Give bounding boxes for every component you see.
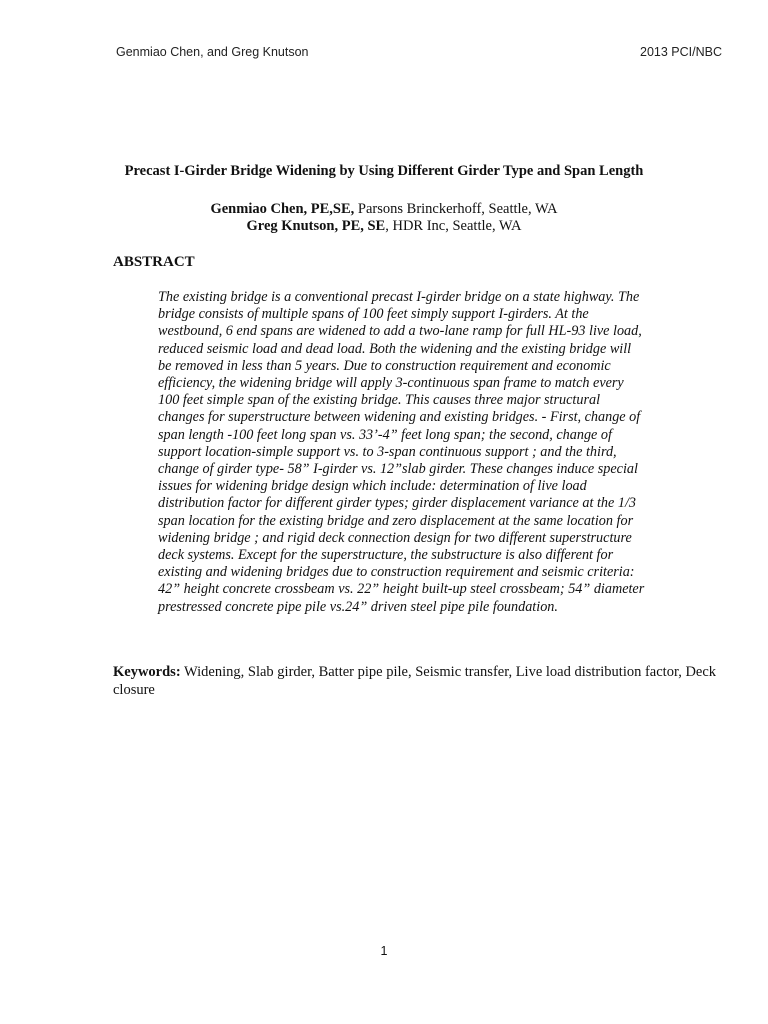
abstract-line: efficiency, the widening bridge will apply 3-continuous span frame to match every: [158, 375, 624, 392]
abstract-line: prestressed concrete pipe pile vs.24” driven steel pipe pile foundation.: [158, 598, 558, 615]
author-affiliation: , HDR Inc, Seattle, WA: [385, 218, 522, 234]
running-header-authors: Genmiao Chen, and Greg Knutson: [116, 45, 309, 59]
abstract-line: bridge consists of multiple spans of 100 feet simply support I-girders. At the: [158, 306, 589, 323]
abstract-line: span length -100 feet long span vs. 33’-4” feet long span; the second, change of: [158, 426, 612, 443]
abstract-line: widening bridge ; and rigid deck connection design for two different superstructure: [158, 529, 632, 546]
abstract-line: distribution factor for different girder types; girder displacement variance at the 1/3: [158, 495, 636, 512]
abstract-line: existing and widening bridges due to construction requirement and seismic criteria:: [158, 564, 635, 581]
abstract-line: support location-simple support vs. to 3-span continuous support ; and the third,: [158, 443, 617, 460]
author-line-2: [0, 218, 768, 235]
keywords-label: Keywords:: [113, 664, 181, 680]
author-affiliation: Parsons Brinckerhoff, Seattle, WA: [354, 201, 558, 217]
abstract-line: westbound, 6 end spans are widened to add a two-lane ramp for full HL-93 live load,: [158, 323, 642, 340]
abstract-line: The existing bridge is a conventional precast I-girder bridge on a state highway. The: [158, 289, 640, 305]
keywords-paragraph: [113, 664, 723, 699]
abstract-heading: ABSTRACT: [113, 254, 195, 270]
abstract-line: deck systems. Except for the superstructure, the substructure is also different for: [158, 547, 614, 564]
paper-title: Precast I-Girder Bridge Widening by Using Different Girder Type and Span Length: [124, 163, 644, 179]
abstract-line: changes for superstructure between widening and existing bridges. - First, change of: [158, 409, 641, 426]
abstract-line: 42” height concrete crossbeam vs. 22” height built-up steel crossbeam; 54” diameter: [158, 581, 645, 598]
author-line-1: [0, 201, 768, 218]
keywords-text: Widening, Slab girder, Batter pipe pile, Seismic transfer, Live load distribution factor, Deck closure: [113, 664, 717, 698]
running-header-conference: 2013 PCI/NBC: [640, 45, 722, 59]
abstract-line: be removed in less than 5 years. Due to construction requirement and economic: [158, 357, 611, 374]
author-name: Genmiao Chen, PE,SE,: [210, 201, 355, 217]
page-number: 1: [380, 944, 388, 958]
abstract-line: span location for the existing bridge and zero displacement at the same location for: [158, 512, 634, 529]
abstract-line: 100 feet simple span of the existing bridge. This causes three major structural: [158, 392, 601, 409]
abstract-line: change of girder type- 58” I-girder vs. 12”slab girder. These changes induce special: [158, 461, 638, 478]
author-name: Greg Knutson, PE, SE: [246, 218, 386, 234]
abstract-line: issues for widening bridge design which include: determination of live load: [158, 478, 587, 495]
abstract-body: [158, 289, 698, 616]
abstract-line: reduced seismic load and dead load. Both the widening and the existing bridge will: [158, 340, 632, 357]
